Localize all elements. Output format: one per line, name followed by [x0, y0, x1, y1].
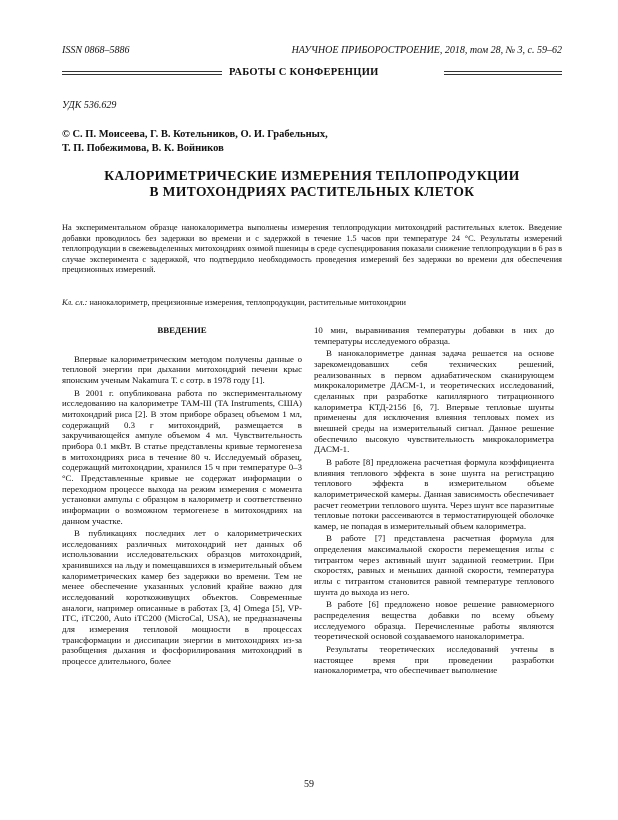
keywords-label: Кл. сл.:	[62, 298, 88, 307]
issn-header: ISSN 0868–5886	[62, 45, 130, 56]
right-column	[314, 325, 554, 676]
section-label: РАБОТЫ С КОНФЕРЕНЦИИ	[229, 67, 379, 78]
paragraph: В работе [8] предложена расчетная формула коэффициента влияния теплового эффекта в зоне шунта на регистрацию теплового эффекта в измерительном объеме калориметрической камеры. Данная зависимость обеспечивает расчет геометрии теплового шунта. Через шунт все паразитные тепловые потоки рассеиваются в термостатирующей оболочке камер, не попадая в измерительный объем калориметра.	[314, 456, 554, 531]
journal-header: НАУЧНОЕ ПРИБОРОСТРОЕНИЕ, 2018, том 28, № 3, с. 59–62	[291, 45, 562, 56]
udk-code: УДК 536.629	[62, 100, 117, 111]
title-line-1: КАЛОРИМЕТРИЧЕСКИЕ ИЗМЕРЕНИЯ ТЕПЛОПРОДУКЦИИ	[104, 168, 520, 183]
paragraph: В нанокалориметре данная задача решается на основе зарекомендовавших себя технических решений, реализованных в первом адиабатическом сканирующем микрокалориметре ДАСМ-1, и теоретических исследований, сделанных при разработке капиллярного титрационного калориметра КТД-2156 [6, 7]. Впервые тепловые шунты применены для исключения влияния тепловых помех из внешней среды на измерительный сигнал. Данное решение обеспечило высокую чувствительность микрокалориметра ДАСМ-1.	[314, 348, 554, 455]
article-title	[62, 168, 562, 200]
keywords-text: нанокалориметр, прецизионные измерения, теплопродукции, растительные митохондрии	[89, 298, 406, 307]
paragraph: В 2001 г. опубликована работа по экспериментальному исследованию на калориметре TAM-III (TA Instruments, США) митохондрий риса [2]. В этом приборе образец объемом 1 мл, содержащий 0.3 г митохондрий, размещается в закручивающейся ампуле объемом 4 мл. Чувствительность прибора 0.1 мкВт. В статье представлены кривые термогенеза в митохондриях риса в течение 80 ч. Исследуемый образец, содержащий митохондрии, хранился 15 ч при температуре 0–3 °С. Представленные кривые не содержат информации о переходном процессе выхода на режим измерения с момента установки ампулы с образцом в калориметр и соответственно информации о возможном термогенезе в митохондриях на данном участке.	[62, 387, 302, 526]
left-column	[62, 325, 302, 667]
author-line-2: Т. П. Побежимова, В. К. Войников	[62, 143, 224, 154]
title-line-2: В МИТОХОНДРИЯХ РАСТИТЕЛЬНЫХ КЛЕТОК	[149, 184, 475, 199]
paragraph: В публикациях последних лет о калориметрических исследованиях различных митохондрий нет данных об использовании исследовательских образцов митохондрий, хранившихся на льду и помещавшихся в измерительный объем калориметрических камер без задержки во времени. Тем не менее обеспечение указанных условий крайне важно для исследований короткоживущих объектов. Современные аналоги, например описанные в работах [3, 4] Omega [5], VP-ITC, iTC200, Auto iTC200 (MicroCal, USA), не предназначены для измерения тепловой мощности в процессах трансформации и диссипации энергии в митохондриях из-за разобщения дыхания и фосфорилирования митохондрий в процессе длительного, более	[62, 528, 302, 667]
intro-heading: ВВЕДЕНИЕ	[157, 325, 207, 335]
paragraph: В работе [6] предложено новое решение равномерного распределения вещества добавки по всему объему исследуемого образца. Перечисленные работы являются теоретической основой создаваемого нанокалориметра.	[314, 599, 554, 642]
page-number: 59	[304, 779, 314, 790]
paragraph: Впервые калориметрическим методом получены данные о тепловой энергии при дыхании митохондрий печени крыс японским ученым Nakamura Т. с сотр. в 1978 году [1].	[62, 353, 302, 385]
author-list	[62, 128, 562, 156]
author-line-1: © С. П. Моисеева, Г. В. Котельников, О. И. Грабельных,	[62, 129, 328, 140]
section-rule-left	[62, 71, 222, 75]
paragraph: В работе [7] представлена расчетная формула для определения максимальной скорости перемещения иглы с титрантом через активный шунт заданной геометрии. При скоростях, равных и меньших данной скорости, температура иглы с титрантом становится равной температуре теплового шунта до выхода из него.	[314, 533, 554, 597]
section-banner	[62, 68, 562, 82]
abstract: На экспериментальном образце нанокалориметра выполнены измерения теплопродукции митохондрий растительных клеток. Введение добавки проводилось без задержки во времени и с задержкой в течение 1.5 часов при температуре 24 °С. Результаты измерений теплопродукции в свежевыделенных митохондриях озимой пшеницы в среде суспендирования показали снижение теплопродукции в 6 раз в случае эксперимента с задержкой, что подтвердило необходимость проведения измерений без задержки во времени для обеспечения прецизионных измерений.	[62, 223, 562, 275]
keywords	[62, 298, 562, 309]
section-rule-right	[444, 71, 562, 75]
paragraph: Результаты теоретических исследований учтены в настоящее время при проведении разработки нанокалориметра, что обеспечивает выполнение	[314, 644, 554, 676]
paragraph-continued: 10 мин, выравнивания температуры добавки в них до температуры исследуемого образца.	[314, 325, 554, 346]
